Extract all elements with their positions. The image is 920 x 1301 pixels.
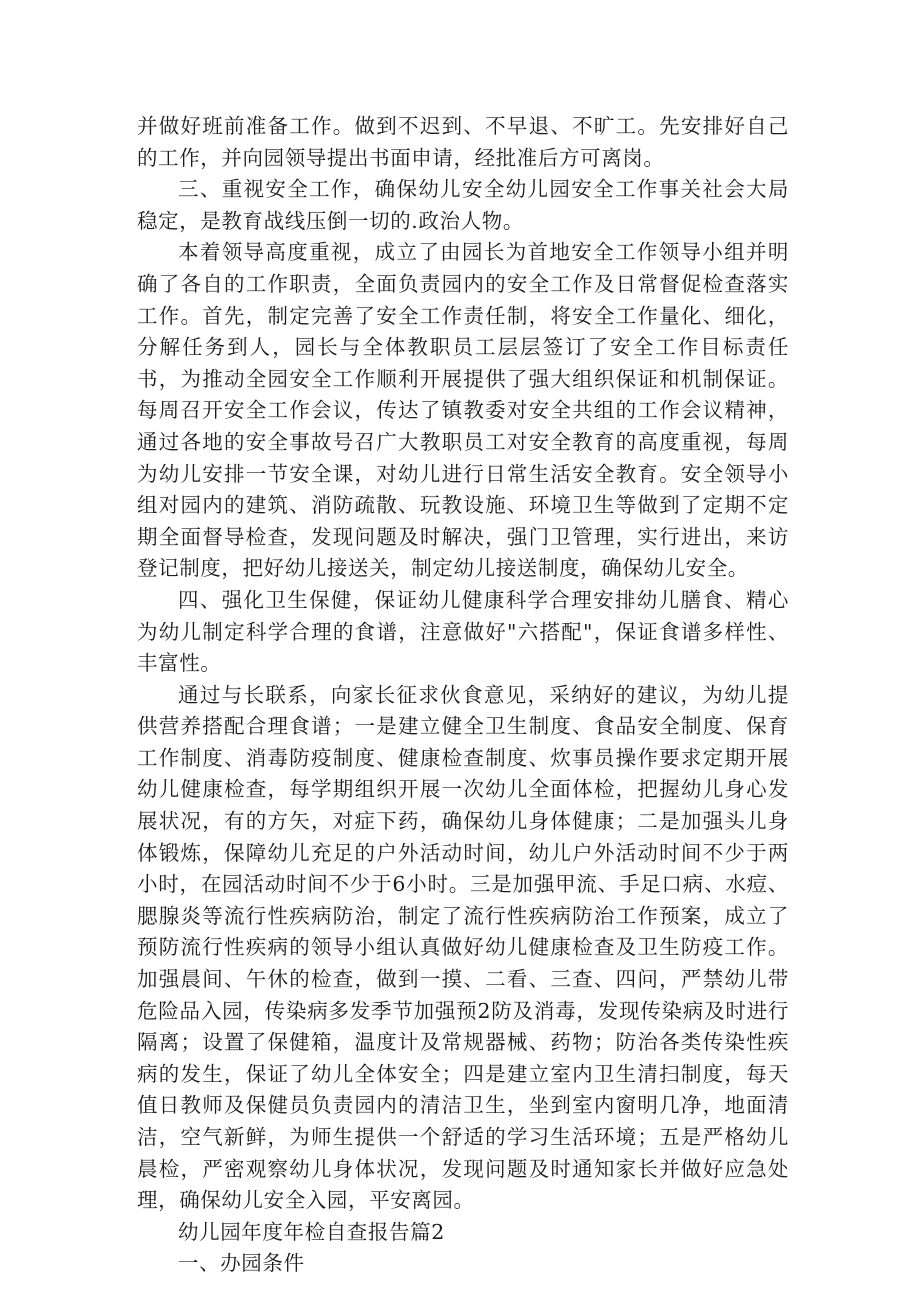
subsection-title: 一、办园条件 [178, 1251, 305, 1276]
section-title: 幼儿园年度年检自查报告篇2 [178, 1219, 445, 1244]
paragraph-safety-heading: 三、重视安全工作，确保幼儿安全幼儿园安全工作事关社会大局稳定，是教育战线压倒一切的.政治人物。 [137, 177, 789, 233]
paragraph-health-heading: 四、强化卫生保健，保证幼儿健康科学合理安排幼儿膳食、精心为幼儿制定科学合理的食谱，注意做好"六搭配"，保证食谱多样性、丰富性。 [137, 587, 789, 676]
paragraph-health-measures: 通过与长联系，向家长征求伙食意见，采纳好的建议，为幼儿提供营养搭配合理食谱；一是建立健全卫生制度、食品安全制度、保育工作制度、消毒防疫制度、健康检查制度、炊事员操作要求定期开展幼儿健康检查，每学期组织开展一次幼儿全面体检，把握幼儿身心发展状况，有的方矢，对症下药，确保幼儿身体健康；二是加强头儿身体锻炼，保障幼儿充足的户外活动时间，幼儿户外活动时间不少于两小时，在园活动时间不少于6小时。三是加强甲流、手足口病、水痘、腮腺炎等流行性疾病防治，制定了流行性疾病防治工作预案，成立了预防流行性疾病的领导小组认真做好幼儿健康检查及卫生防疫工作。加强晨间、午休的检查，做到一摸、二看、三查、四问，严禁幼儿带危险品入园，传染病多发季节加强预2防及消毒，发现传染病及时进行隔离；设置了保健箱，温度计及常规器械、药物；防治各类传染性疾病的发生，保证了幼儿全体安全；四是建立室内卫生清扫制度，每天值日教师及保健员负责园内的清洁卫生，坐到室内窗明几净，地面清洁，空气新鲜，为师生提供一个舒适的学习生活环境；五是严格幼儿晨检，严密观察幼儿身体状况，发现问题及时通知家长并做好应急处理，确保幼儿安全入园，平安离园。 [137, 682, 789, 1213]
document-body [137, 111, 789, 1280]
paragraph-continuation: 并做好班前准备工作。做到不迟到、不早退、不旷工。先安排好自己的工作，并向园领导提出书面申请，经批准后方可离岗。 [137, 114, 789, 170]
paragraph-safety-measures: 本着领导高度重视，成立了由园长为首地安全工作领导小组并明确了各自的工作职责，全面负责园内的安全工作及日常督促检查落实工作。首先，制定完善了安全工作责任制，将安全工作量化、细化，分解任务到人，园长与全体教职员工层层签订了安全工作目标责任书，为推动全园安全工作顺利开展提供了强大组织保证和机制保证。每周召开安全工作会议，传达了镇教委对安全共组的工作会议精神，通过各地的安全事故号召广大教职员工对安全教育的高度重视，每周为幼儿安排一节安全课，对幼儿进行日常生活安全教育。安全领导小组对园内的建筑、消防疏散、玩教设施、环境卫生等做到了定期不定期全面督导检查，发现问题及时解决，强门卫管理，实行进出，来访登记制度，把好幼儿接送关，制定幼儿接送制度，确保幼儿安全。 [137, 240, 789, 581]
